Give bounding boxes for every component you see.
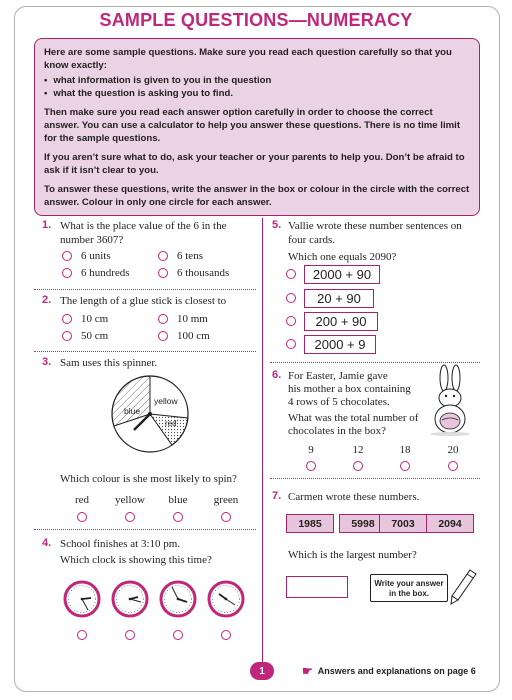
answer-option[interactable] bbox=[158, 313, 208, 325]
radio-button[interactable] bbox=[125, 512, 135, 522]
answer-option[interactable] bbox=[62, 267, 130, 279]
question-text: School finishes at 3:10 pm. bbox=[60, 538, 181, 550]
radio-button[interactable] bbox=[286, 269, 296, 279]
question-text: number 3607? bbox=[60, 234, 124, 246]
option-label: 6 tens bbox=[177, 250, 203, 262]
option-label: 18 bbox=[399, 444, 411, 456]
option-label: 10 cm bbox=[81, 313, 109, 325]
option-label: yellow bbox=[115, 494, 145, 506]
question-separator bbox=[270, 362, 480, 363]
number-sentence-card: 2000 + 90 bbox=[304, 265, 380, 284]
question-number: 6. bbox=[272, 369, 282, 381]
question-text: Which one equals 2090? bbox=[288, 251, 397, 263]
option-label: 6 hundreds bbox=[81, 267, 130, 279]
clock-icon bbox=[159, 580, 197, 618]
radio-button[interactable] bbox=[158, 314, 168, 324]
pencil-icon bbox=[448, 568, 478, 606]
number-card: 7003 bbox=[379, 514, 427, 533]
spinner-label: blue bbox=[124, 406, 141, 416]
option-label: 6 thousands bbox=[177, 267, 230, 279]
radio-button[interactable] bbox=[353, 461, 363, 471]
question-text: four cards. bbox=[288, 234, 336, 246]
number-sentence-card: 20 + 90 bbox=[304, 289, 374, 308]
column-divider bbox=[262, 218, 263, 676]
clock-icon bbox=[111, 580, 149, 618]
intro-paragraph: Then make sure you read each answer option carefully in order to choose the correct answer. You can use a calculator to help you answer these questions. There is no time limit for the sample questions. bbox=[44, 107, 461, 144]
question-text: his mother a box containing bbox=[288, 383, 411, 395]
intro-bullet: • what information is given to you in the question bbox=[44, 74, 470, 87]
answer-option[interactable] bbox=[158, 267, 229, 279]
intro-paragraph: Here are some sample questions. Make sure you read each question carefully so that you know exactly: bbox=[44, 47, 452, 71]
option-label: red bbox=[74, 494, 90, 506]
radio-button[interactable] bbox=[158, 268, 168, 278]
instructions-box bbox=[34, 38, 480, 216]
question-text: 4 rows of 5 chocolates. bbox=[288, 396, 390, 408]
write-answer-note bbox=[370, 574, 448, 602]
question-number: 4. bbox=[42, 537, 52, 549]
intro-bullets bbox=[44, 74, 470, 100]
question-number: 1. bbox=[42, 219, 52, 231]
radio-button[interactable] bbox=[173, 512, 183, 522]
answer-input-box[interactable] bbox=[286, 576, 348, 598]
option-label: blue bbox=[168, 494, 188, 506]
page-title: SAMPLE QUESTIONS—NUMERACY bbox=[99, 10, 413, 30]
option-label: 100 cm bbox=[177, 330, 210, 342]
question-separator bbox=[34, 529, 256, 530]
answer-option[interactable] bbox=[158, 250, 203, 262]
number-sentence-card: 200 + 90 bbox=[304, 312, 378, 331]
question-separator bbox=[270, 478, 480, 479]
answers-link[interactable] bbox=[302, 664, 476, 678]
option-label: 6 units bbox=[81, 250, 111, 262]
question-text: Carmen wrote these numbers. bbox=[288, 491, 420, 503]
question-separator bbox=[34, 351, 256, 352]
radio-button[interactable] bbox=[286, 316, 296, 326]
number-card: 1985 bbox=[286, 514, 334, 533]
note-line: Write your answer bbox=[374, 579, 444, 588]
radio-button[interactable] bbox=[286, 293, 296, 303]
radio-button[interactable] bbox=[173, 630, 183, 640]
radio-button[interactable] bbox=[221, 512, 231, 522]
number-card: 5998 bbox=[339, 514, 387, 533]
option-label: 12 bbox=[352, 444, 364, 456]
clock-icon bbox=[207, 580, 245, 618]
question-text: What is the place value of the 6 in the bbox=[60, 220, 227, 232]
answer-option[interactable] bbox=[158, 330, 210, 342]
radio-button[interactable] bbox=[158, 251, 168, 261]
intro-paragraph: To answer these questions, write the answer in the box or colour in the circle with the correct answer. Colour in only one circle for each answer. bbox=[44, 184, 470, 208]
question-text: chocolates in the box? bbox=[288, 425, 387, 437]
radio-button[interactable] bbox=[158, 331, 168, 341]
radio-button[interactable] bbox=[125, 630, 135, 640]
answer-option[interactable] bbox=[62, 250, 111, 262]
question-text: Which is the largest number? bbox=[288, 549, 417, 561]
number-card: 2094 bbox=[426, 514, 474, 533]
radio-button[interactable] bbox=[400, 461, 410, 471]
radio-button[interactable] bbox=[62, 331, 72, 341]
option-label: 50 cm bbox=[81, 330, 109, 342]
pointing-hand-icon: ☛ bbox=[302, 664, 313, 678]
question-text: Which colour is she most likely to spin? bbox=[60, 473, 237, 485]
spinner-image bbox=[110, 374, 190, 454]
answer-option[interactable] bbox=[62, 330, 108, 342]
question-number: 2. bbox=[42, 294, 52, 306]
question-text: Vallie wrote these number sentences on bbox=[288, 220, 462, 232]
question-separator bbox=[34, 289, 256, 290]
question-text: What was the total number of bbox=[288, 412, 419, 424]
question-number: 3. bbox=[42, 356, 52, 368]
option-label: 10 mm bbox=[177, 313, 208, 325]
spinner-label: red bbox=[165, 419, 177, 428]
intro-paragraph: If you aren’t sure what to do, ask your teacher or your parents to help you. Don’t be afraid to ask if it isn’t clear to you. bbox=[44, 152, 465, 176]
page-number-badge: 1 bbox=[250, 662, 274, 680]
radio-button[interactable] bbox=[77, 512, 87, 522]
radio-button[interactable] bbox=[306, 461, 316, 471]
question-text: For Easter, Jamie gave bbox=[288, 370, 388, 382]
option-label: 9 bbox=[308, 444, 314, 456]
spinner-label: yellow bbox=[154, 396, 178, 406]
option-label: 20 bbox=[447, 444, 459, 456]
question-number: 7. bbox=[272, 490, 282, 502]
intro-bullet: • what the question is asking you to find. bbox=[44, 87, 470, 100]
question-text: Sam uses this spinner. bbox=[60, 357, 158, 369]
note-line: in the box. bbox=[389, 589, 429, 598]
radio-button[interactable] bbox=[62, 251, 72, 261]
clock-icon bbox=[63, 580, 101, 618]
radio-button[interactable] bbox=[221, 630, 231, 640]
answers-link-label: Answers and explanations on page 6 bbox=[317, 666, 476, 676]
radio-button[interactable] bbox=[286, 339, 296, 349]
number-sentence-card: 2000 + 9 bbox=[304, 335, 376, 354]
question-text: The length of a glue stick is closest to bbox=[60, 295, 227, 307]
radio-button[interactable] bbox=[77, 630, 87, 640]
question-text: Which clock is showing this time? bbox=[60, 554, 212, 566]
option-label: green bbox=[213, 494, 239, 506]
easter-bunny-icon bbox=[424, 364, 476, 436]
question-number: 5. bbox=[272, 219, 282, 231]
radio-button[interactable] bbox=[62, 314, 72, 324]
radio-button[interactable] bbox=[62, 268, 72, 278]
radio-button[interactable] bbox=[448, 461, 458, 471]
answer-option[interactable] bbox=[62, 313, 108, 325]
